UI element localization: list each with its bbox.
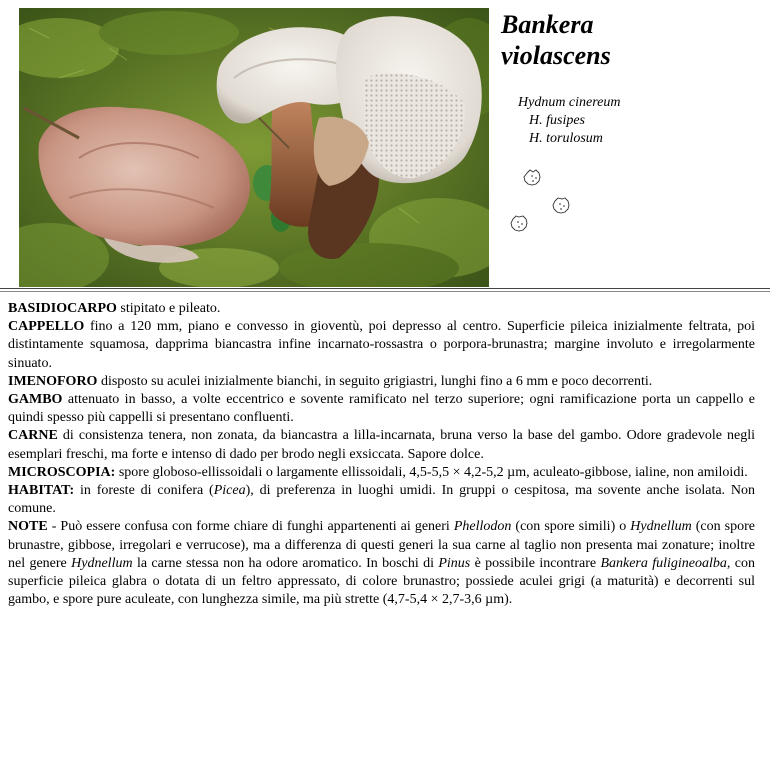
paragraph-imenoforo [8,373,755,391]
section-text: (con spore brunastre, gibbose, irregolari e verrucose), ma a differenza di questi generi la sua carne al taglio non presenta mai zonature; inoltre nel genere [8,519,755,571]
paragraph-carne [8,427,755,463]
section-text: spore globoso-ellissoidali o largamente ellissoidali, 4,5-5,5 × 4,2-5,2 µm, aculeato-gibbose, ialine, non amiloidi. [115,464,748,480]
section-text: (con spore simili) o [511,519,631,535]
taxon-name: Bankera fuligineoalba [600,555,727,571]
section-text: la carne stessa non ha odore aromatico. In boschi di [132,555,439,571]
spore-2 [553,198,569,213]
section-text: di consistenza tenera, non zonata, da biancastra a lilla-incarnata, bruna verso la base del gambo. Odore gradevole negli esemplari freschi, ma forte e intenso di dado per brodo negli exsiccata. Sapore dolce. [8,428,755,462]
section-label: GAMBO [8,392,63,408]
taxon-name: Picea [213,483,246,499]
section-text: - Può essere confusa con forme chiare di funghi appartenenti ai generi [47,519,454,535]
section-text: ), di preferenza in luoghi umidi. In gruppi o cespitosa, ma sovente anche isolata. Non comune. [8,483,755,517]
paragraph-note [8,518,755,609]
spore-drawing [505,163,585,243]
section-text: disposto su aculei inizialmente bianchi, in seguito grigiastri, lunghi fino a 6 mm e poco decorrenti. [97,373,653,389]
section-label: BASIDIOCARPO [8,301,117,316]
paragraph-basidiocarpo [8,300,755,318]
spore-1 [524,170,540,185]
section-text: attenuato in basso, a volte eccentrico e sovente ramificato nel terzo superiore; ogni ramificazione porta un cappello e quindi spesso più cappelli si presentano confluenti. [8,392,755,426]
section-text: , con superficie pileica glabra o dotata di un feltro appressato, di colore brunastro; possiede aculei grigi (a maturità) e decorrenti sul gambo, e spore pure aculeate, con lunghezza simile, ma più strette (4,7-5,4 × 2,7-3,6 µm). [8,555,755,608]
paragraph-habitat [8,482,755,518]
synonym: H. fusipes [529,113,585,128]
section-text: fino a 120 mm, piano e convesso in gioventù, poi depresso al centro. Superficie pileica inizialmente feltrata, poi distintamente squamosa, dapprima biancastra infine incarnato-rossastra o porpora-brunastra; margine involuto e irregolarmente sinuato. [8,319,755,371]
taxon-name: Hydnellum [71,555,133,571]
paragraph-gambo [8,391,755,427]
taxon-name: Phellodon [453,519,512,535]
synonym: H. torulosum [529,131,603,146]
divider-line [0,291,770,292]
synonym-list [518,94,758,148]
section-text: in foreste di conifera ( [74,483,214,499]
divider-line [0,288,770,289]
species-epithet: violascens [501,41,611,70]
section-label: IMENOFORO [8,373,98,389]
spore-3 [511,216,527,231]
taxon-name: Pinus [438,555,471,571]
mushroom-photo [19,8,489,287]
section-text: è possibile incontrare [470,555,601,571]
taxon-name: Hydnellum [630,519,692,535]
section-label: CAPPELLO [8,319,85,335]
mushroom-illustration [19,8,489,287]
section-text: stipitato e pileato. [116,301,221,316]
section-label: NOTE [8,519,48,535]
species-genus: Bankera [501,10,594,39]
section-label: HABITAT: [8,483,75,499]
section-label: CARNE [8,428,58,444]
species-description [8,300,755,609]
paragraph-microscopia [8,464,755,482]
section-label: MICROSCOPIA: [8,464,116,480]
synonym: Hydnum cinereum [518,95,621,110]
paragraph-cappello [8,318,755,373]
species-title [501,9,761,71]
